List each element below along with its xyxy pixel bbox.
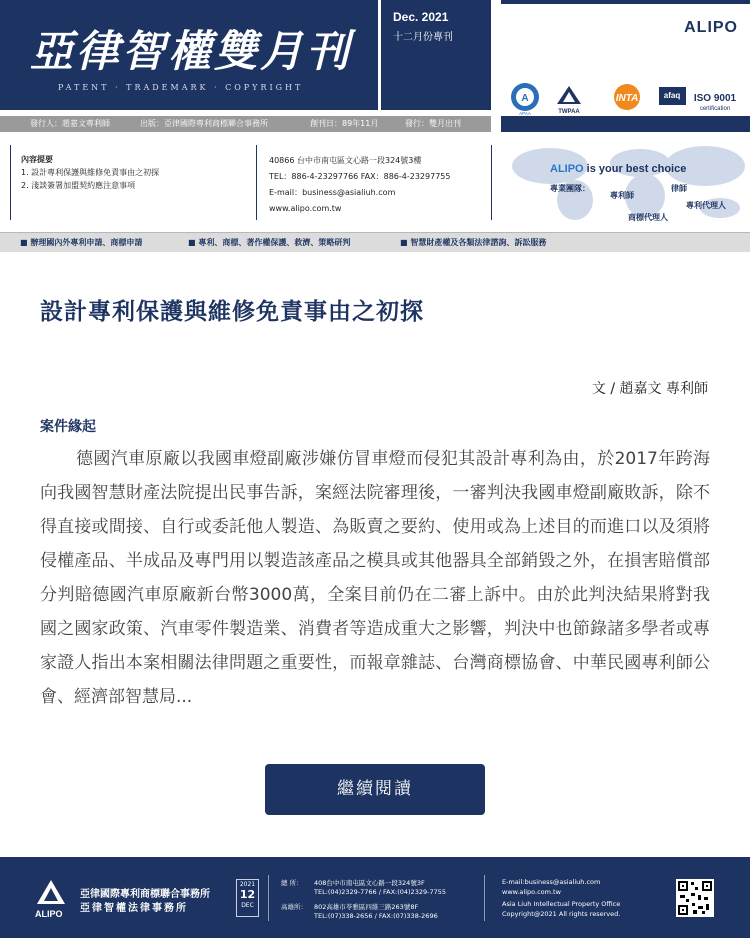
hq-label: 總 所： — [281, 879, 303, 887]
qr-code-icon[interactable] — [676, 879, 714, 917]
address: 40866 台中市南屯區文心路一段324號3樓 — [269, 156, 422, 165]
role-trademark-agent: 商標代理人 — [628, 213, 668, 222]
choice-text: is your best choice — [583, 163, 687, 175]
footer-divider — [268, 875, 269, 921]
kh-label: 高雄所： — [281, 903, 307, 911]
frequency: 發行：雙月出刊 — [405, 119, 461, 128]
brand-top-bar — [501, 0, 750, 4]
founded-date: 創刊日：89年11月 — [310, 119, 379, 128]
footer-month: 12 — [239, 888, 256, 901]
footer — [0, 857, 750, 938]
kh-phone: TEL:(07)338-2656 / FAX:(07)338-2696 — [314, 912, 438, 920]
contact-box — [256, 145, 492, 220]
contents-title: 內容提要 — [21, 155, 53, 164]
certification-logos — [509, 82, 745, 116]
issue-date: Dec. 2021 — [393, 10, 449, 24]
svg-text:A: A — [521, 93, 529, 104]
contents-summary — [10, 145, 250, 220]
role-patent-attorney: 專利師 — [610, 191, 634, 200]
services-bar — [0, 232, 750, 252]
twpaa-logo-icon — [557, 86, 581, 115]
svg-text:ISO 9001: ISO 9001 — [693, 93, 737, 104]
brand-panel — [501, 0, 750, 116]
apaa-logo-icon — [511, 83, 539, 116]
role-lawyer: 律師 — [671, 184, 687, 193]
hq-phone: TEL:(04)2329-7766 / FAX:(04)2329-7755 — [314, 888, 446, 896]
read-more-button[interactable]: 繼續閱讀 — [265, 764, 485, 815]
info-bar-accent — [501, 116, 750, 132]
hq-address: 408台中市南屯區文心路一段324號3F — [314, 879, 425, 887]
article-body: 德國汽車原廠以我國車燈副廠涉嫌仿冒車燈而侵犯其設計專利為由，於2017年跨海向我國智慧財產法院提出民事告訴，案經法院審理後，一審判決我國車燈副廠敗訴，除不得直接或間接、自行或委託他人製造、為販賣之要約、使用或為上述目的而進口以及須將侵權產品、半成品及專門用以製造該產品之模具或其他器具全部銷毀之外，在損害賠償部分判賠德國汽車原廠新台幣3000萬，全案目前仍在二審上訴中。由於此判決結果將對我國之國家政策、汽車零件製造業、消費者等造成重大之影響，判決中也節錄諸多學者或專家證人指出本案相關法律問題之重要性，而報章雜誌、台灣商標協會、中華民國專利師公會、經濟部智慧局... — [40, 449, 710, 707]
svg-text:TWPAA: TWPAA — [558, 109, 580, 115]
masthead-subtitle: PATENT · TRADEMARK · COPYRIGHT — [58, 83, 304, 92]
footer-office-name: Asia Liuh Intellectual Property Office — [502, 900, 621, 908]
footer-copyright: Copyright@2021 All rights reserved. — [502, 910, 621, 918]
footer-website[interactable]: www.alipo.com.tw — [502, 888, 561, 896]
svg-text:certification: certification — [699, 106, 731, 112]
masthead-panel — [0, 0, 378, 110]
team-label: 專業團隊： — [550, 184, 590, 193]
publisher: 發行人：趙嘉文專利師 — [30, 119, 110, 128]
svg-text:ALIPO: ALIPO — [35, 909, 63, 919]
svg-text:APAA: APAA — [519, 111, 531, 116]
article-title: 設計專利保護與維修免責事由之初探 — [40, 299, 424, 325]
masthead-title: 亞律智權雙月刊 — [30, 27, 352, 77]
footer-issue-date — [236, 879, 259, 917]
phone-fax: TEL：886-4-23297766 FAX：886-4-23297755 — [269, 172, 451, 181]
svg-text:INTA: INTA — [615, 93, 639, 104]
afaq-logo-icon — [659, 87, 737, 112]
footer-year: 2021 — [239, 881, 256, 888]
brand-name: ALIPO — [684, 19, 738, 36]
svg-text:afaq: afaq — [663, 91, 681, 100]
issuer: 出版：亞律國際專利商標聯合事務所 — [140, 119, 268, 128]
section-heading: 案件緣起 — [40, 419, 96, 435]
service-tag: ■ 辦理國內外專利申請、商標申請 — [20, 237, 142, 248]
issue-label: 十二月份專刊 — [393, 32, 453, 43]
email-link[interactable]: E-mail：business@asialiuh.com — [269, 188, 396, 197]
footer-law-firm-name: 亞律智權法律事務所 — [80, 903, 188, 914]
footer-mon: DEC — [241, 902, 254, 909]
kh-address: 802高雄市苓雅區四維三路263號8F — [314, 903, 419, 911]
footer-email[interactable]: E-mail:business@asialiuh.com — [502, 878, 601, 886]
contents-item[interactable]: 2. 淺談簽署加盟契約應注意事項 — [21, 181, 136, 190]
contents-item[interactable]: 1. 設計專利保護與維修免責事由之初探 — [21, 168, 160, 177]
best-choice-slogan — [550, 163, 686, 175]
issue-panel — [381, 0, 491, 110]
alipo-logo-icon — [34, 874, 74, 920]
service-tag: ■ 智慧財產權及各類法律諮詢、訴訟服務 — [400, 237, 546, 248]
inta-logo-icon — [614, 84, 640, 110]
service-tag: ■ 專利、商標、著作權保護、救濟、策略研判 — [188, 237, 350, 248]
website-link[interactable]: www.alipo.com.tw — [269, 204, 342, 213]
role-patent-agent: 專利代理人 — [686, 201, 726, 210]
footer-firm-name: 亞律國際專利商標聯合事務所 — [80, 889, 210, 900]
choice-brand: ALIPO — [550, 163, 584, 175]
publisher-info-bar — [0, 116, 491, 132]
footer-divider — [484, 875, 485, 921]
article-byline: 文 / 趙嘉文 專利師 — [591, 381, 708, 397]
